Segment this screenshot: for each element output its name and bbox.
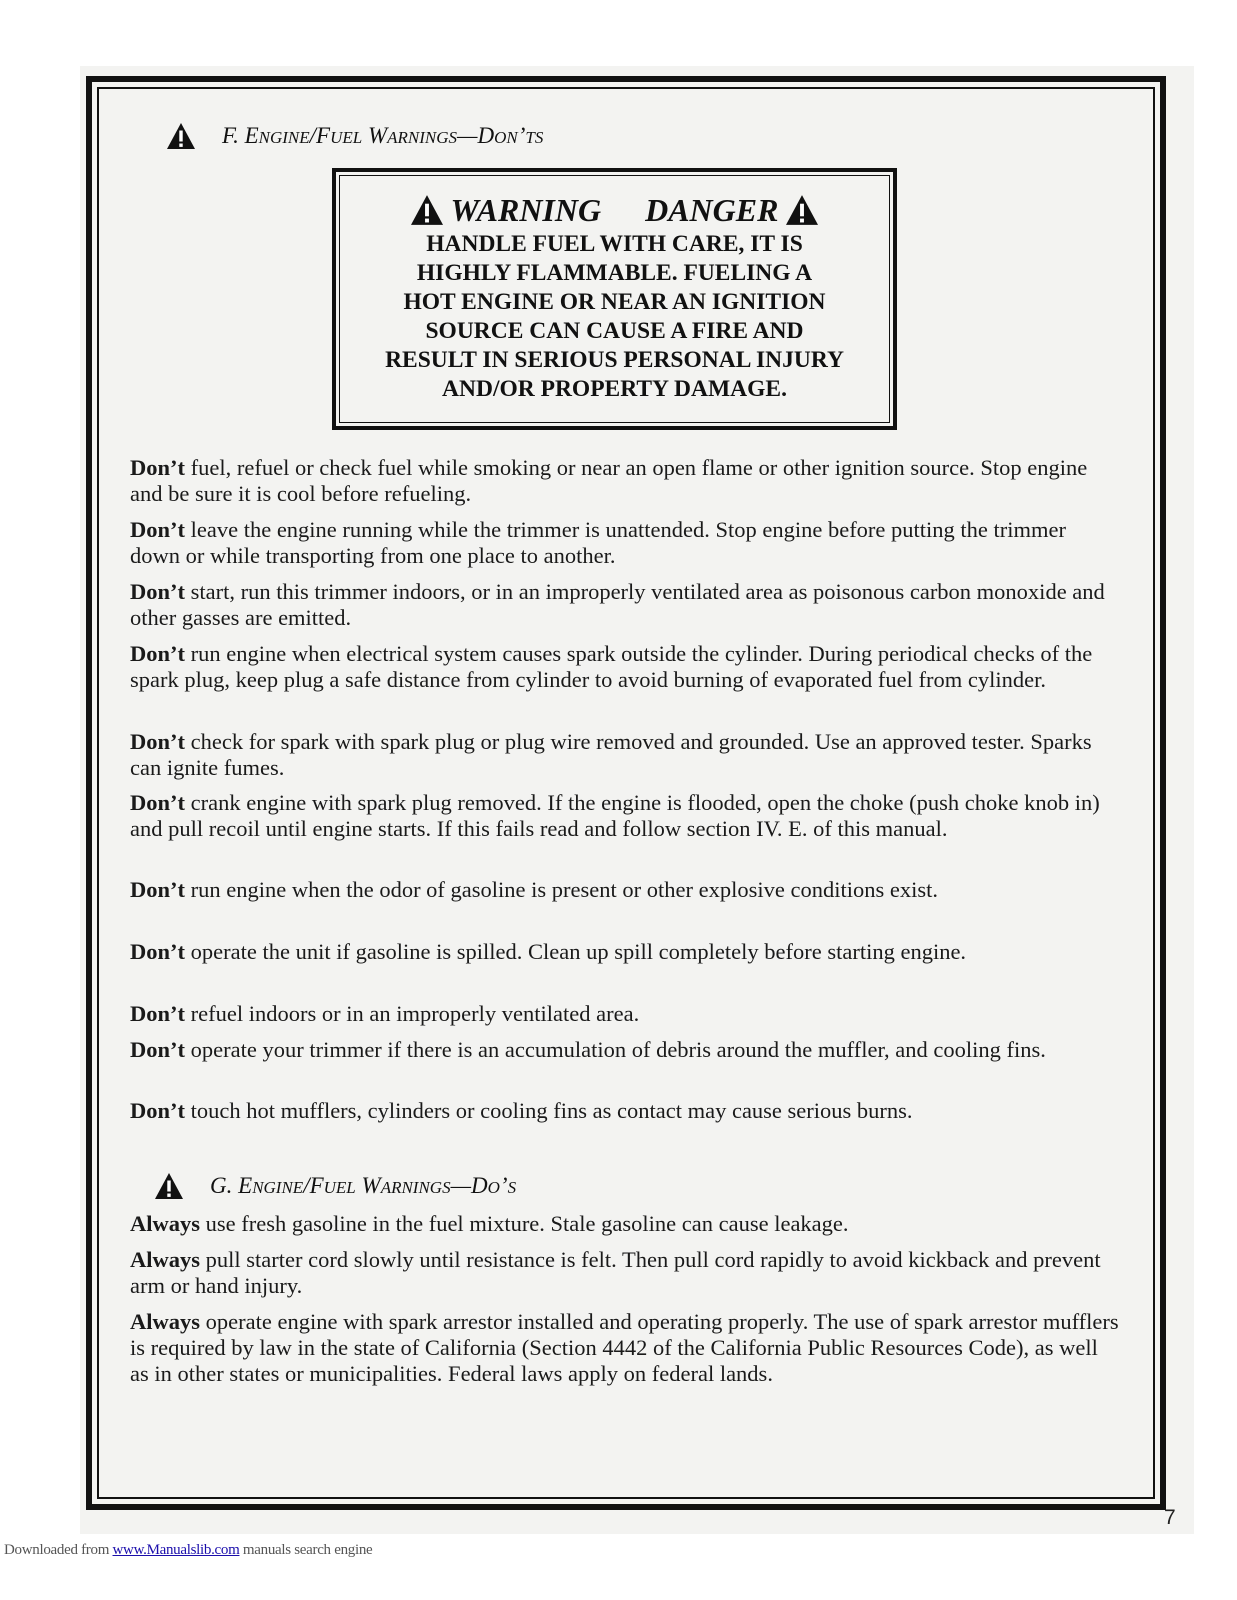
warning-line: HANDLE FUEL WITH CARE, IT IS xyxy=(426,231,803,257)
do-item: Always operate engine with spark arrestor installed and operating properly. The use of spark arrestor mufflers is required by law in the state of California (Section 4442 of the California Public Resources Code), as well as in other states or municipalities. Federal laws apply on federal lands. xyxy=(130,1309,1119,1386)
footer-suffix: manuals search engine xyxy=(239,1542,373,1558)
danger-word: DANGER xyxy=(645,192,779,228)
warning-line: RESULT IN SERIOUS PERSONAL INJURY xyxy=(385,347,844,373)
warning-line: SOURCE CAN CAUSE A FIRE AND xyxy=(425,318,804,344)
dont-item: Don’t start, run this trimmer indoors, or in an improperly ventilated area as poisonous carbon monoxide and other gasses are emitted. xyxy=(130,579,1105,630)
manualslib-link[interactable]: www.Manualslib.com xyxy=(112,1542,240,1558)
dont-item: Don’t touch hot mufflers, cylinders or cooling fins as contact may cause serious burns. xyxy=(130,1098,913,1123)
dont-item: Don’t leave the engine running while the trimmer is unattended. Stop engine before putting the trimmer down or while transporting from one place to another. xyxy=(130,517,1067,568)
warning-word: WARNING xyxy=(450,192,602,228)
warning-line: HIGHLY FLAMMABLE. FUELING A xyxy=(416,260,813,286)
dont-item: Don’t check for spark with spark plug or plug wire removed and grounded. Use an approved tester. Sparks can ignite fumes. xyxy=(130,729,1092,780)
warning-box-message xyxy=(340,230,889,404)
warning-line: HOT ENGINE OR NEAR AN IGNITION xyxy=(403,289,826,315)
section-g-title: G. ENGINE/FUEL WARNINGS—DO’S xyxy=(210,1173,517,1198)
warning-danger-box xyxy=(332,168,897,430)
page-number: 7 xyxy=(1164,1506,1176,1529)
warning-box-title xyxy=(340,192,889,228)
warning-triangle-icon xyxy=(409,194,445,226)
download-footer xyxy=(4,1542,372,1559)
dont-item: Don’t crank engine with spark plug removed. If the engine is flooded, open the choke (push choke knob in) and pull recoil until engine starts. If this fails read and follow section IV. E. of this manual. xyxy=(130,790,1100,841)
warning-triangle-icon xyxy=(784,194,820,226)
section-f-heading xyxy=(166,122,543,150)
warning-triangle-icon xyxy=(154,1172,184,1200)
dont-item: Don’t operate the unit if gasoline is spilled. Clean up spill completely before starting engine. xyxy=(130,939,967,964)
dont-item: Don’t operate your trimmer if there is an accumulation of debris around the muffler, and cooling fins. xyxy=(130,1037,1046,1062)
dont-item: Don’t run engine when the odor of gasoline is present or other explosive conditions exist. xyxy=(130,877,938,902)
do-item: Always use fresh gasoline in the fuel mixture. Stale gasoline can cause leakage. xyxy=(130,1211,849,1236)
warning-triangle-icon xyxy=(166,122,196,150)
footer-prefix: Downloaded from xyxy=(4,1542,113,1558)
dont-item: Don’t run engine when electrical system causes spark outside the cylinder. During periodical checks of the spark plug, keep plug a safe distance from cylinder to avoid burning of evaporated fuel from cylinder. xyxy=(130,641,1093,692)
dont-item: Don’t fuel, refuel or check fuel while smoking or near an open flame or other ignition source. Stop engine and be sure it is cool before refueling. xyxy=(130,455,1088,506)
section-f-title: F. ENGINE/FUEL WARNINGS—DON’TS xyxy=(222,123,544,148)
warning-line: AND/OR PROPERTY DAMAGE. xyxy=(442,376,787,402)
dont-item: Don’t refuel indoors or in an improperly ventilated area. xyxy=(130,1001,640,1026)
section-g-heading xyxy=(154,1172,516,1200)
do-item: Always pull starter cord slowly until resistance is felt. Then pull cord rapidly to avoid kickback and prevent arm or hand injury. xyxy=(130,1247,1101,1298)
